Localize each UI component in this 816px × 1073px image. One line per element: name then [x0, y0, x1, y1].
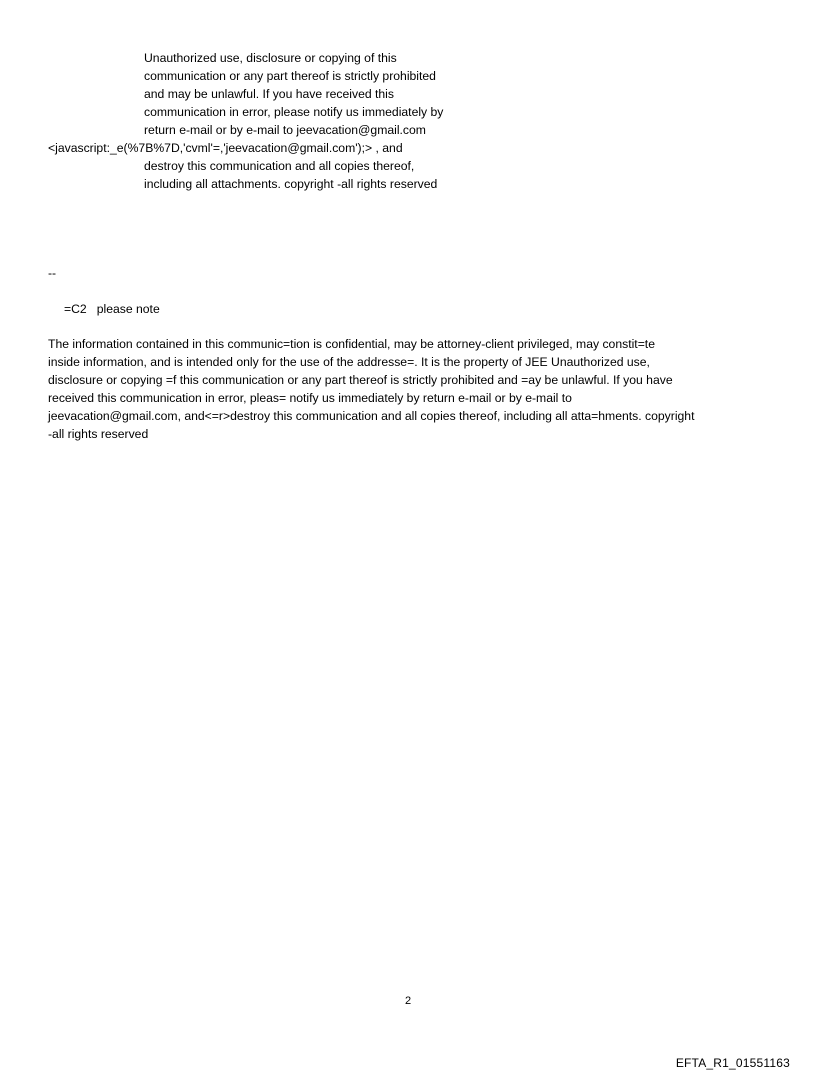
disclaimer-line: inside information, and is intended only for the use of the addresse=. It is the property of JEE Unauthorized use, — [48, 355, 650, 369]
disclaimer-line: received this communication in error, pleas= notify us immediately by return e-mail or by e-mail to — [48, 391, 572, 405]
disclaimer-paragraph — [48, 335, 694, 443]
disclaimer-line: The information contained in this communic=tion is confidential, may be attorney-client privileged, may constit=te — [48, 337, 655, 351]
note-text: please note — [96, 302, 160, 316]
quoted-disclaimer-block — [48, 49, 443, 193]
quoted-disclaimer-line: Unauthorized use, disclosure or copying of this — [144, 51, 397, 65]
quoted-disclaimer-line: <javascript:_e(%7B%7D,'cvml'=,'jeevacation@gmail.com');> , and — [48, 141, 403, 155]
disclaimer-line: jeevacation@gmail.com, and<=r>destroy this communication and all copies thereof, including all atta=hments. copyright — [48, 409, 695, 423]
quoted-disclaimer-line: communication in error, please notify us immediately by — [144, 105, 444, 119]
note-line — [64, 300, 160, 318]
note-prefix: =C2 — [64, 302, 87, 316]
quoted-disclaimer-line: return e-mail or by e-mail to jeevacation@gmail.com — [144, 123, 426, 137]
disclaimer-line: disclosure or copying =f this communication or any part thereof is strictly prohibited and =ay be unlawful. If you have — [48, 373, 673, 387]
bates-number: EFTA_R1_01551163 — [675, 1056, 790, 1070]
signature-separator: -- — [48, 266, 57, 280]
disclaimer-line: -all rights reserved — [48, 427, 149, 441]
quoted-disclaimer-line: and may be unlawful. If you have received this — [144, 87, 394, 101]
quoted-disclaimer-line: destroy this communication and all copies thereof, — [144, 159, 415, 173]
page-number: 2 — [404, 995, 412, 1007]
quoted-disclaimer-line: including all attachments. copyright -all rights reserved — [144, 177, 438, 191]
quoted-disclaimer-line: communication or any part thereof is strictly prohibited — [144, 69, 436, 83]
